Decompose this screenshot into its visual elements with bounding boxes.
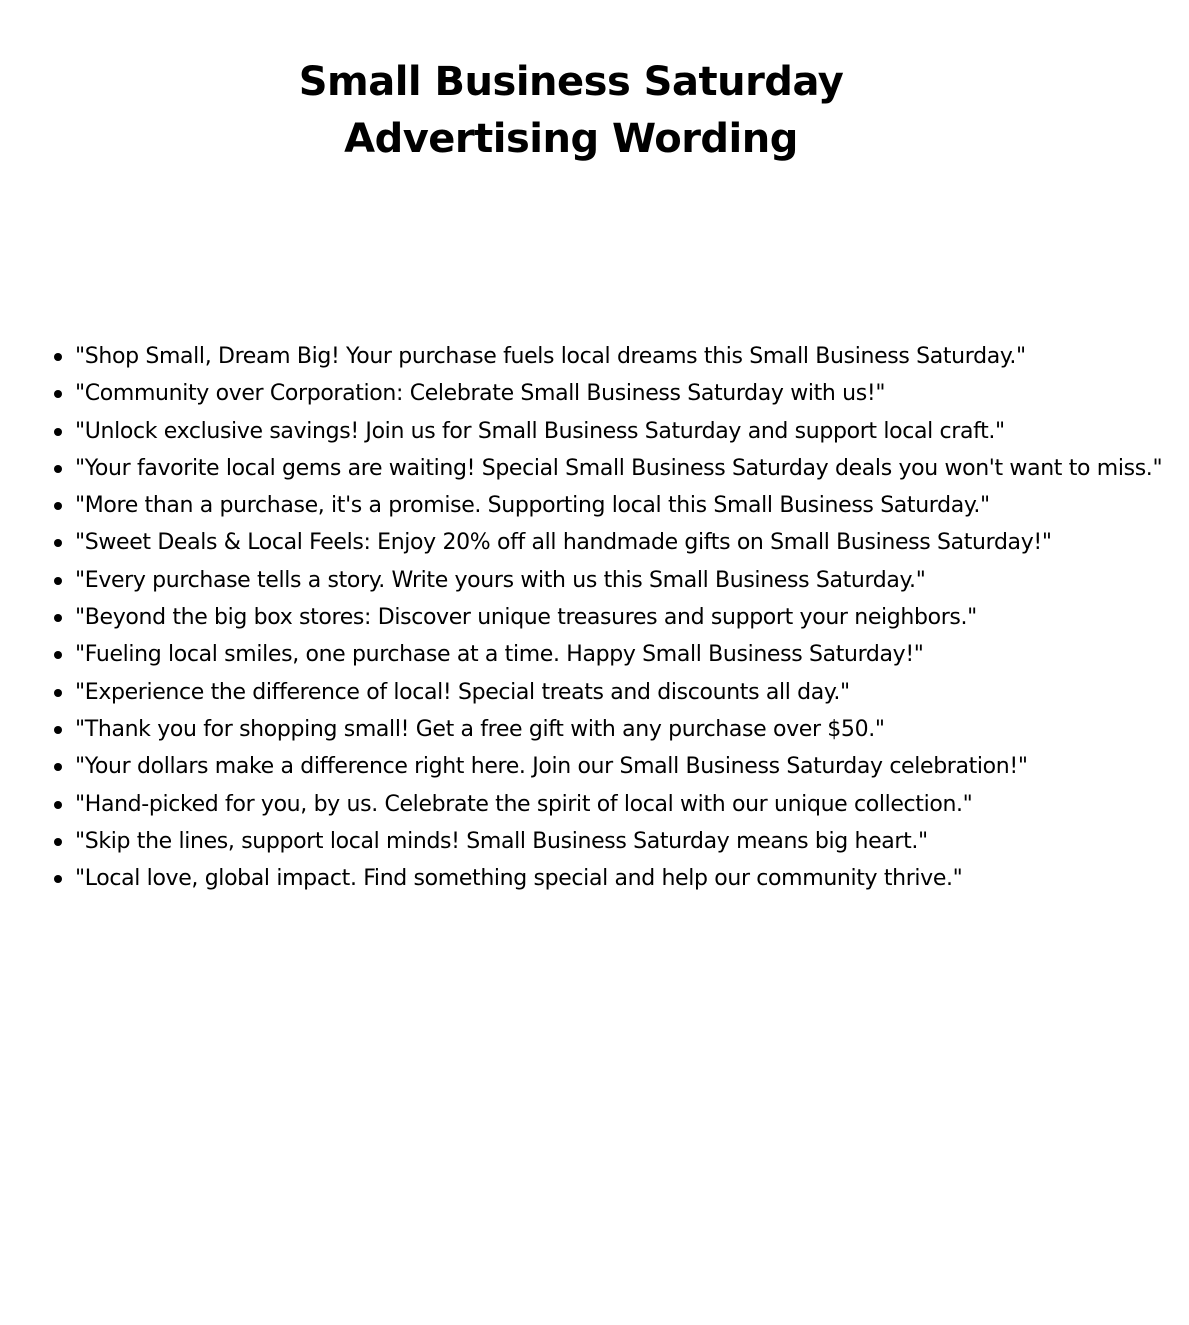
bullet-icon — [54, 763, 62, 771]
slogan-text: "Beyond the big box stores: Discover unique treasures and support your neighbors." — [75, 605, 977, 631]
slogan-text: "Local love, global impact. Find something special and help our community thrive." — [75, 866, 963, 892]
list-item — [75, 413, 1114, 450]
bullet-icon — [54, 875, 62, 883]
slogan-text: "Sweet Deals & Local Feels: Enjoy 20% off all handmade gifts on Small Business Saturday!" — [75, 530, 1052, 556]
list-item — [75, 450, 1163, 487]
slogan-text: "Unlock exclusive savings! Join us for Small Business Saturday and support local craft." — [75, 418, 1005, 444]
slogan-text: "Every purchase tells a story. Write yours with us this Small Business Saturday." — [75, 567, 926, 593]
page-title-line-1: Small Business Saturday — [298, 59, 844, 105]
bullet-icon — [54, 539, 62, 547]
list-item — [75, 338, 1114, 375]
slogan-text: "Community over Corporation: Celebrate Small Business Saturday with us!" — [75, 381, 886, 407]
list-item — [75, 860, 1114, 897]
bullet-icon — [54, 801, 62, 809]
list-item — [75, 711, 1114, 748]
list-item — [75, 748, 1114, 785]
slogan-text: "Fueling local smiles, one purchase at a time. Happy Small Business Saturday!" — [75, 642, 924, 668]
bullet-icon — [54, 689, 62, 697]
list-item — [75, 524, 1114, 561]
list-item — [75, 786, 1114, 823]
bullet-icon — [54, 838, 62, 846]
slogan-text: "Shop Small, Dream Big! Your purchase fuels local dreams this Small Business Saturday." — [75, 344, 1026, 369]
bullet-icon — [54, 577, 62, 585]
bullet-icon — [54, 428, 62, 436]
page-title-line-2: Advertising Wording — [344, 116, 798, 162]
list-item — [75, 487, 1114, 524]
slogan-text: "More than a purchase, it's a promise. Supporting local this Small Business Saturday." — [75, 493, 990, 519]
bullet-icon — [54, 353, 62, 361]
bullet-icon — [54, 614, 62, 622]
slogan-text: "Thank you for shopping small! Get a free gift with any purchase over $50." — [75, 716, 885, 742]
list-item — [75, 823, 1114, 860]
bullet-icon — [54, 726, 62, 734]
bullet-icon — [54, 465, 62, 473]
bullet-icon — [54, 502, 62, 510]
page-title — [0, 54, 1142, 168]
slogan-text: "Your favorite local gems are waiting! Special Small Business Saturday deals you won't want to miss." — [75, 455, 1163, 481]
list-item — [75, 599, 1114, 636]
list-item — [75, 375, 1114, 412]
bullet-icon — [54, 651, 62, 659]
slogan-text: "Skip the lines, support local minds! Small Business Saturday means big heart." — [75, 828, 928, 854]
slogan-text: "Your dollars make a difference right here. Join our Small Business Saturday celebration!" — [75, 754, 1028, 780]
list-item — [75, 562, 1114, 599]
slogan-text: "Experience the difference of local! Special treats and discounts all day." — [75, 679, 850, 705]
slogan-list — [0, 338, 1163, 897]
bullet-icon — [54, 390, 62, 398]
list-item — [75, 674, 1114, 711]
slogan-text: "Hand-picked for you, by us. Celebrate the spirit of local with our unique collection." — [75, 791, 973, 817]
list-item — [75, 636, 1114, 673]
